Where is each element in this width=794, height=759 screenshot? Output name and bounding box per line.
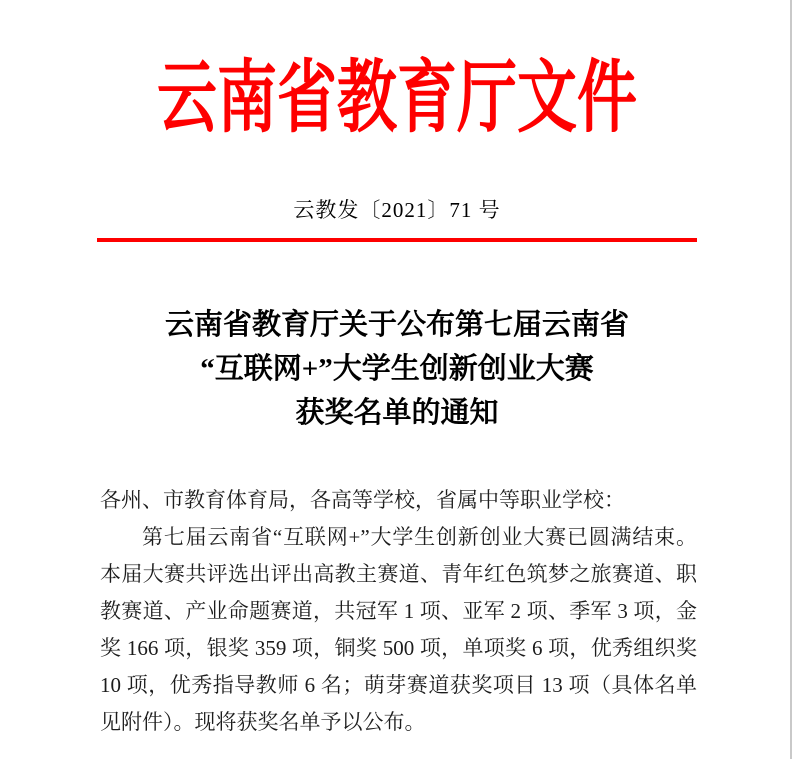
body-line: 见附件）。现将获奖名单予以公布。: [100, 710, 426, 734]
notice-title-line-2: “互联网+”大学生创新创业大赛: [200, 353, 594, 385]
notice-title: [0, 303, 794, 435]
notice-title-line-3: 获奖名单的通知: [295, 397, 499, 429]
body-line: 第七届云南省“互联网+”大学生创新创业大赛已圆满结束。: [142, 525, 697, 549]
body-line-salutation: 各州、市教育体育局，各高等学校，省属中等职业学校：: [100, 488, 625, 512]
body-line: 奖 166 项，银奖 359 项，铜奖 500 项，单项奖 6 项，优秀组织奖: [100, 636, 697, 660]
body-text: [100, 482, 697, 741]
red-divider-line: [97, 238, 697, 242]
masthead-title: 云南省教育厅文件: [157, 54, 637, 142]
body-line: 教赛道、产业命题赛道，共冠军 1 项、亚军 2 项、季军 3 项，金: [100, 599, 697, 623]
body-line: 10 项，优秀指导教师 6 名；萌芽赛道获奖项目 13 项（具体名单: [100, 673, 697, 697]
masthead: [0, 54, 794, 142]
notice-title-line-1: 云南省教育厅关于公布第七届云南省: [164, 309, 629, 341]
document-number: 云教发〔2021〕71 号: [293, 198, 501, 222]
body-line: 本届大赛共评选出评出高教主赛道、青年红色筑梦之旅赛道、职: [100, 562, 697, 586]
